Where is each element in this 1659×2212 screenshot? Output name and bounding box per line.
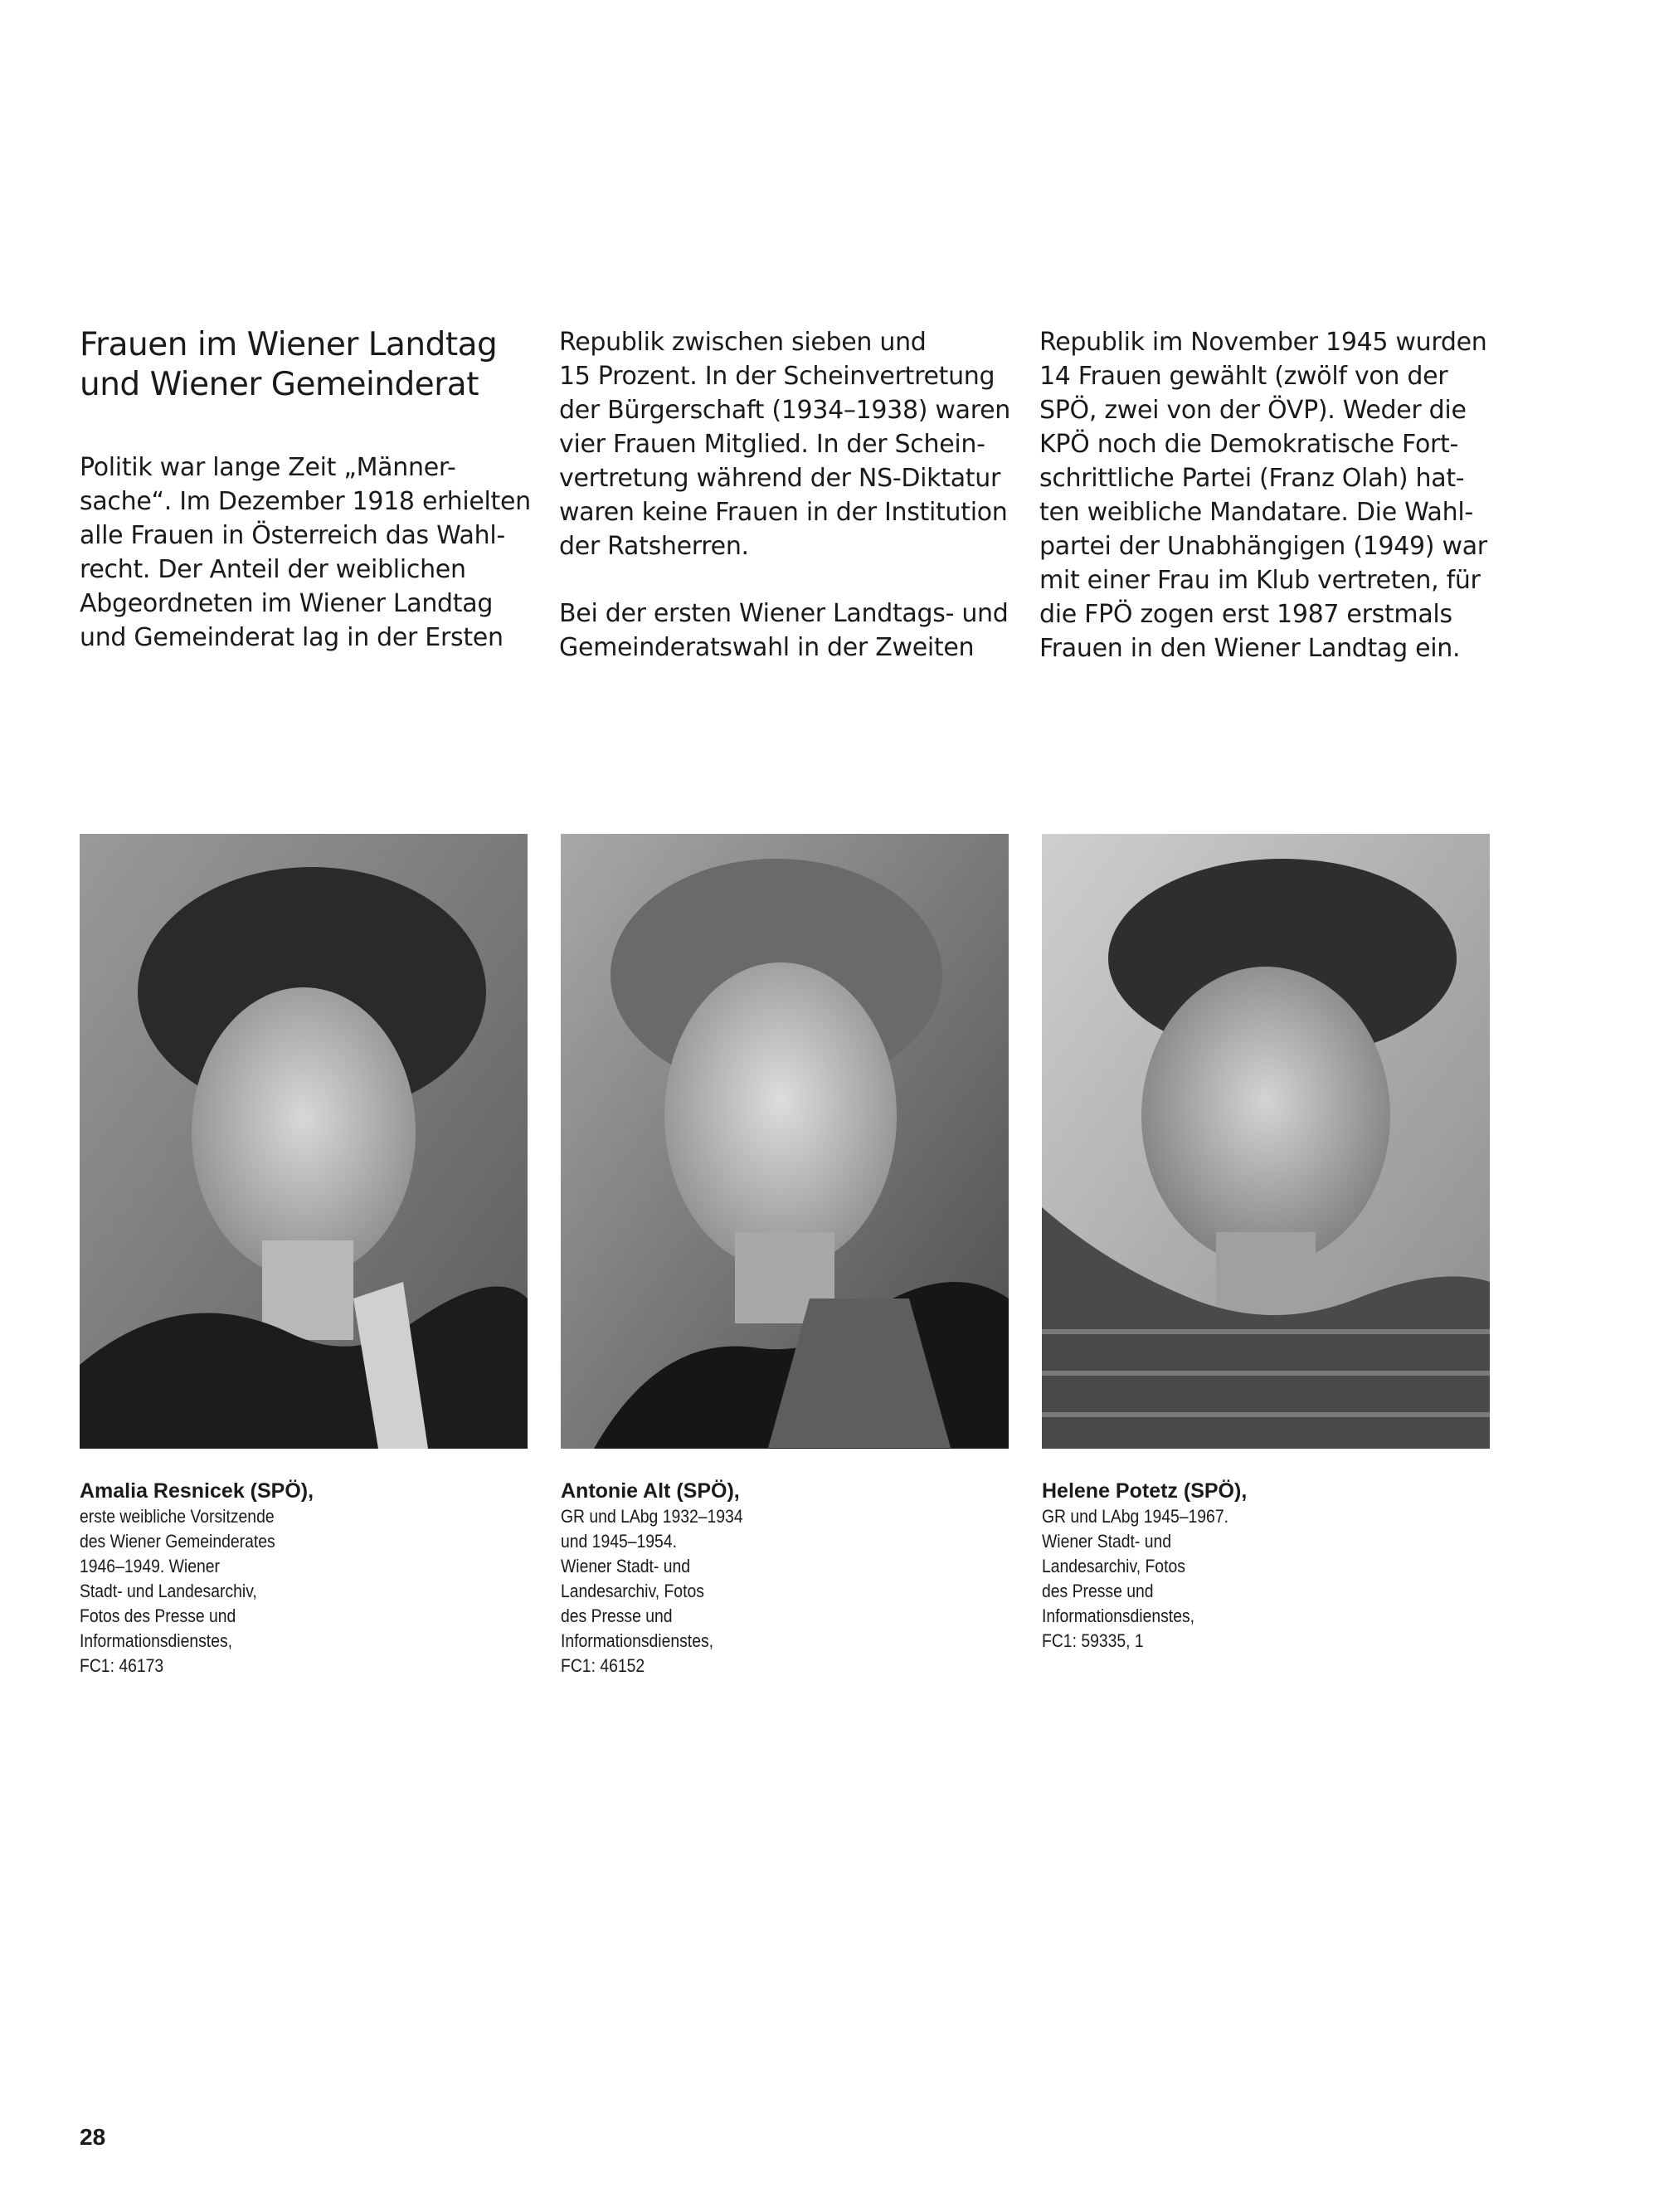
- text-line: SPÖ, zwei von der ÖVP). Weder die: [1039, 396, 1467, 425]
- text-line: 15 Prozent. In der Scheinvertretung: [559, 362, 995, 391]
- portrait-image: [80, 834, 528, 1449]
- caption-line: Stadt- und Landesarchiv,: [80, 1581, 257, 1601]
- caption-line: Landesarchiv, Fotos: [1042, 1556, 1185, 1576]
- caption-line: Landesarchiv, Fotos: [561, 1581, 704, 1601]
- text-line: alle Frauen in Österreich das Wahl-: [80, 521, 505, 550]
- caption-line: GR und LAbg 1945–1967.: [1042, 1506, 1228, 1527]
- caption-line: des Presse und: [1042, 1581, 1154, 1601]
- caption-line: Wiener Stadt- und: [1042, 1531, 1172, 1552]
- portrait-photo-helene-potetz: [1042, 834, 1490, 1449]
- caption-name: Amalia Resnicek (SPÖ),: [80, 1479, 314, 1503]
- portrait-photo-amalia-resnicek: [80, 834, 528, 1449]
- caption-line: Informationsdienstes,: [1042, 1605, 1195, 1626]
- text-line: 14 Frauen gewählt (zwölf von der: [1039, 362, 1448, 391]
- text-line: die FPÖ zogen erst 1987 erstmals: [1039, 600, 1452, 629]
- text-line: Abgeordneten im Wiener Landtag: [80, 589, 494, 618]
- text-line: Gemeinderatswahl in der Zweiten: [559, 633, 975, 662]
- caption-line: erste weibliche Vorsitzende: [80, 1506, 275, 1527]
- caption-name: Antonie Alt (SPÖ),: [561, 1479, 740, 1503]
- text-line: ten weibliche Mandatare. Die Wahl-: [1039, 498, 1473, 527]
- text-line: vertretung während der NS-Diktatur: [559, 464, 1001, 493]
- text-line: recht. Der Anteil der weiblichen: [80, 555, 466, 584]
- caption-line: Fotos des Presse und: [80, 1605, 236, 1626]
- text-line: partei der Unabhängigen (1949) war: [1039, 532, 1487, 561]
- caption-line: Informationsdienstes,: [80, 1630, 233, 1651]
- article-heading: [80, 325, 528, 405]
- text-line: mit einer Frau im Klub vertreten, für: [1039, 566, 1481, 595]
- text-line: der Ratsherren.: [559, 532, 749, 561]
- portrait-image: [561, 834, 1009, 1449]
- caption-line: und 1945–1954.: [561, 1531, 677, 1552]
- text-column-3: [1039, 325, 1487, 699]
- text-line: und Gemeinderat lag in der Ersten: [80, 623, 504, 652]
- caption-line: des Presse und: [561, 1605, 673, 1626]
- text-line: waren keine Frauen in der Institution: [559, 498, 1008, 527]
- portrait-image: [1042, 834, 1490, 1449]
- caption-line: Informationsdienstes,: [561, 1630, 714, 1651]
- caption-line: 1946–1949. Wiener: [80, 1556, 220, 1576]
- text-line: sache“. Im Dezember 1918 erhielten: [80, 487, 531, 516]
- photo-caption-1: [80, 1478, 461, 1678]
- page-number: 28: [80, 2124, 106, 2150]
- caption-line: FC1: 46152: [561, 1655, 645, 1676]
- portrait-photo-antonie-alt: [561, 834, 1009, 1449]
- text-line: der Bürgerschaft (1934–1938) waren: [559, 396, 1010, 425]
- text-line: schrittliche Partei (Franz Olah) hat-: [1039, 464, 1465, 493]
- text-line: Republik im November 1945 wurden: [1039, 328, 1487, 357]
- text-line: Republik zwischen sieben und: [559, 328, 927, 357]
- paragraph: [559, 325, 1010, 563]
- text-line: Politik war lange Zeit „Männer-: [80, 453, 456, 482]
- text-column-1: [80, 325, 531, 688]
- caption-line: FC1: 46173: [80, 1655, 164, 1676]
- paragraph: [559, 597, 1007, 665]
- paragraph: [1039, 325, 1487, 665]
- photo-caption-3: [1042, 1478, 1423, 1654]
- text-line: KPÖ noch die Demokratische Fort-: [1039, 430, 1459, 459]
- text-column-2: [559, 325, 1010, 698]
- caption-line: Wiener Stadt- und: [561, 1556, 691, 1576]
- caption-name: Helene Potetz (SPÖ),: [1042, 1479, 1248, 1503]
- heading-line: Frauen im Wiener Landtag: [80, 326, 498, 363]
- heading-line: und Wiener Gemeinderat: [80, 366, 479, 403]
- text-line: Frauen in den Wiener Landtag ein.: [1039, 634, 1461, 663]
- photo-caption-2: [561, 1478, 942, 1678]
- caption-line: des Wiener Gemeinderates: [80, 1531, 275, 1552]
- caption-line: FC1: 59335, 1: [1042, 1630, 1144, 1651]
- caption-line: GR und LAbg 1932–1934: [561, 1506, 743, 1527]
- text-line: vier Frauen Mitglied. In der Schein-: [559, 430, 985, 459]
- paragraph: [80, 451, 531, 655]
- text-line: Bei der ersten Wiener Landtags- und: [559, 599, 1009, 628]
